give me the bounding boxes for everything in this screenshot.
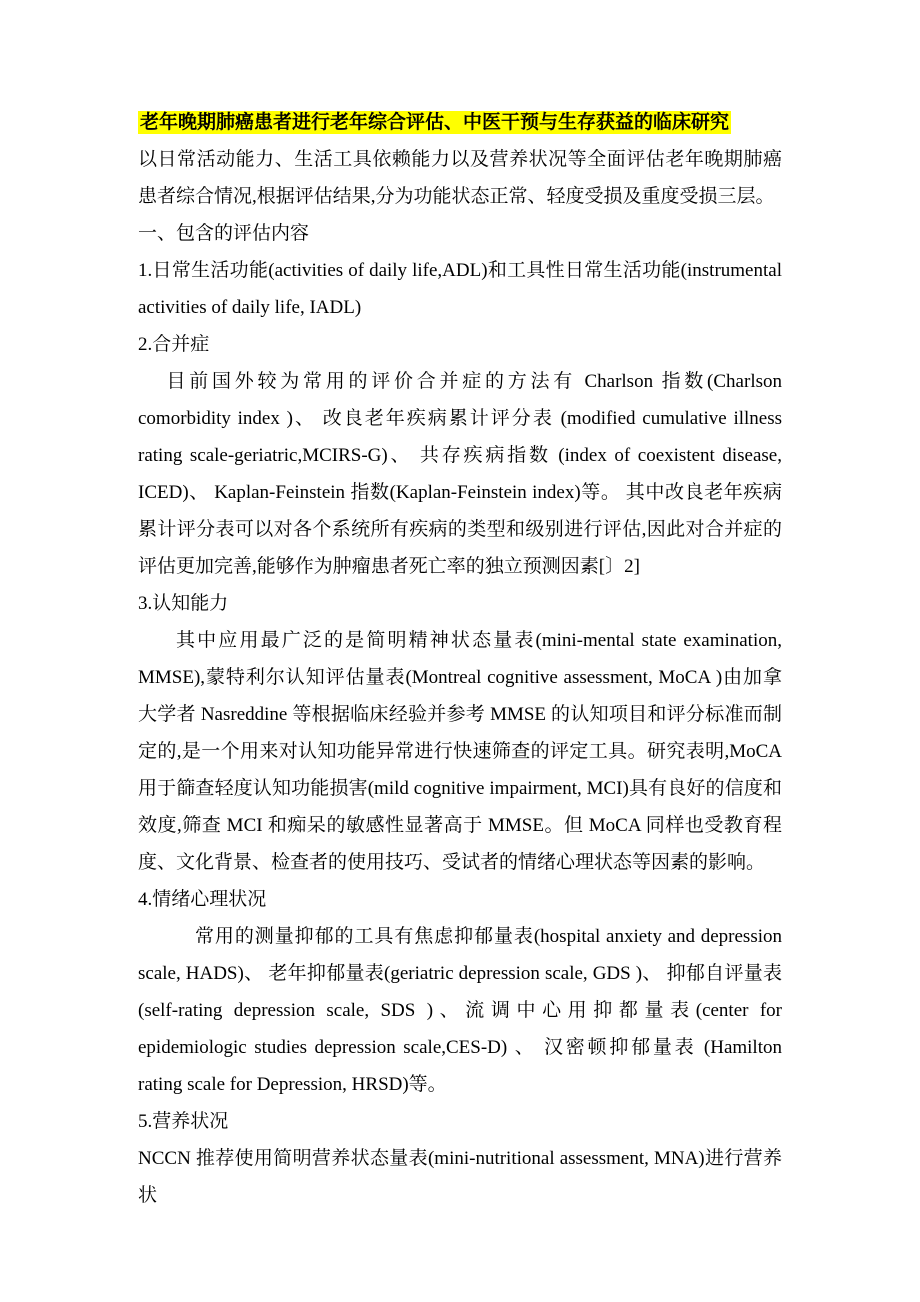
emotion-paragraph: 常用的测量抑郁的工具有焦虑抑郁量表(hospital anxiety and depression scale, HADS)、 老年抑郁量表(geriatric depression scale, GDS )、 抑郁自评量表(self-rating depression scale, SDS )、流调中心用抑都量表(center for epidemiologic studies depression scale,CES-D) 、 汉密顿抑郁量表 (Hamilton rating scale for Depression, HRSD)等。 — [138, 926, 782, 1095]
item-adl-iadl: 1.日常生活功能(activities of daily life,ADL)和工具性日常生活功能(instrumental activities of daily life, IADL) — [138, 260, 782, 318]
item-nutrition-heading: 5.营养状况 — [138, 1111, 229, 1132]
doc-title: 老年晚期肺癌患者进行老年综合评估、中医干预与生存获益的临床研究 — [140, 112, 730, 133]
section-heading-assessment-content: 一、包含的评估内容 — [138, 223, 310, 244]
doc-title-line — [138, 104, 782, 141]
item-cognition-heading: 3.认知能力 — [138, 593, 229, 614]
item-emotion-heading: 4.情绪心理状况 — [138, 889, 267, 910]
nutrition-paragraph: NCCN 推荐使用简明营养状态量表(mini-nutritional assessment, MNA)进行营养状 — [138, 1148, 782, 1206]
cognition-paragraph: 其中应用最广泛的是简明精神状态量表(mini-mental state examination, MMSE),蒙特利尔认知评估量表(Montreal cognitive assessment, MoCA )由加拿大学者 Nasreddine 等根据临床经验并参考 MMSE 的认知项目和评分标准而制定的,是一个用来对认知功能异常进行快速筛查的评定工具。研究表明,MoCA 用于篩查轻度认知功能损害(mild cognitive impairment, MCI)具有良好的信度和效度,筛查 MCI 和痴呆的敏感性显著高于 MMSE。但 MoCA 同样也受教育程度、文化背景、检查者的使用技巧、受试者的情绪心理状态等因素的影响。 — [138, 630, 782, 873]
item-comorbidity-heading: 2.合并症 — [138, 334, 210, 355]
intro-paragraph: 以日常活动能力、生活工具依赖能力以及营养状况等全面评估老年晚期肺癌患者综合情况,根据评估结果,分为功能状态正常、轻度受损及重度受损三层。 — [138, 149, 782, 207]
comorbidity-paragraph: 目前国外较为常用的评价合并症的方法有 Charlson 指数(Charlson comorbidity index )、 改良老年疾病累计评分表 (modified cumulative illness rating scale-geriatric,MCIRS-G)、 共存疾病指数 (index of coexistent disease, ICED)、 Kaplan-Feinstein 指数(Kaplan-Feinstein index)等。 其中改良老年疾病累计评分表可以对各个系统所有疾病的类型和级别进行评估,因此对合并症的评估更加完善,能够作为肿瘤患者死亡率的独立预测因素[〕2] — [138, 371, 782, 577]
